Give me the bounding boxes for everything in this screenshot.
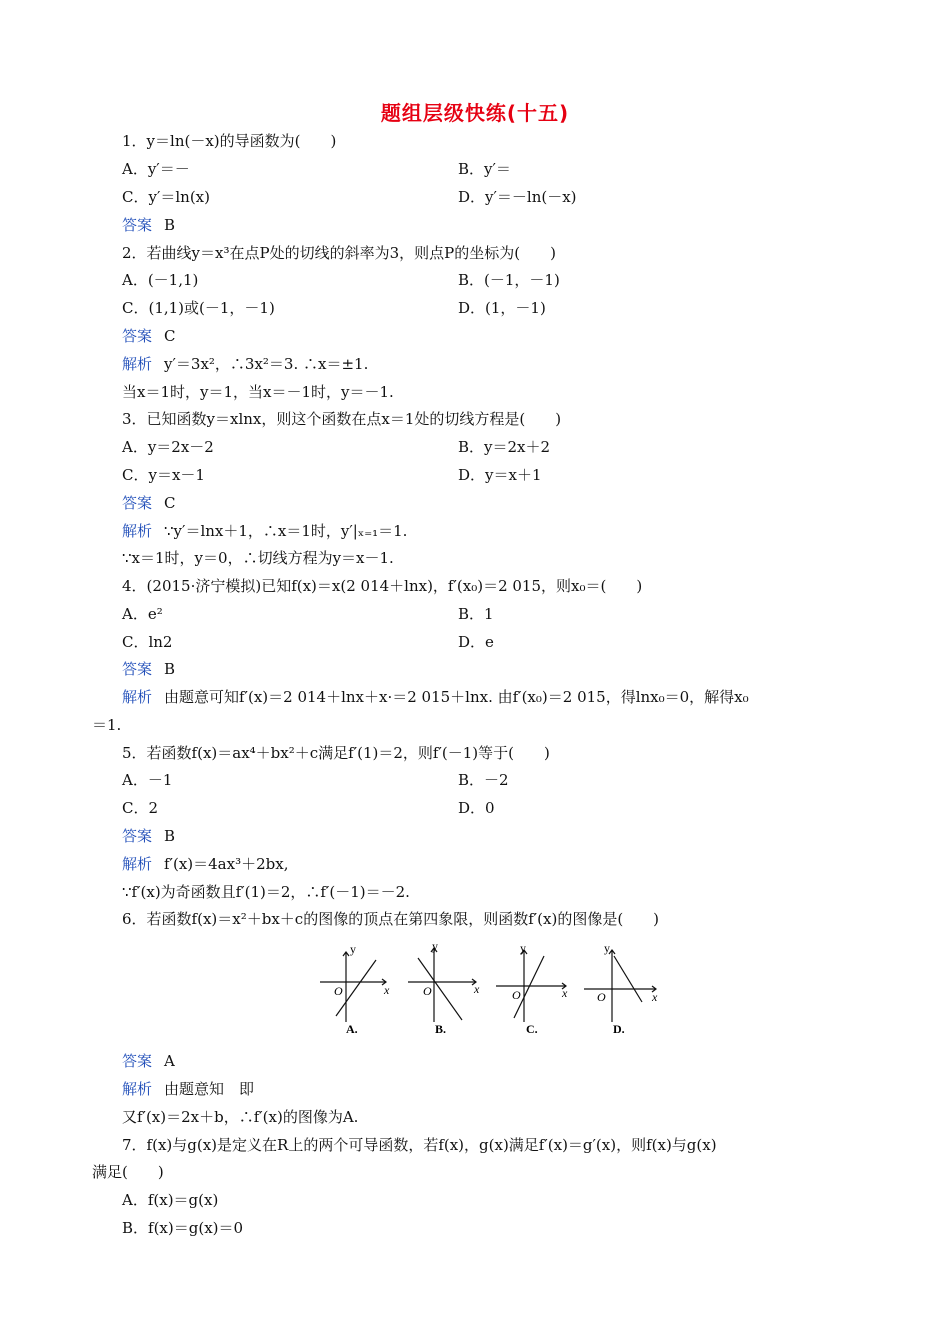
q6-answer <box>122 1051 175 1071</box>
q5-stem: 5．若函数f(x)＝ax⁴＋bx²＋c满足f′(1)＝2，则f′(－1)等于( ) <box>122 744 550 762</box>
analysis-label: 解析 <box>122 522 153 540</box>
q7-option-a: A．f(x)＝g(x) <box>122 1191 219 1209</box>
q1-answer-value: B <box>164 216 176 234</box>
q3-option-b: B．y＝2x＋2 <box>458 438 551 456</box>
q2-option-c: C．(1,1)或(－1，－1) <box>122 299 275 317</box>
graph-d-label: D. <box>613 1022 625 1036</box>
q5-analysis <box>122 854 288 874</box>
x-axis-label: x <box>562 986 568 1000</box>
graph-d-line <box>614 956 642 1002</box>
answer-label: 答案 <box>122 494 153 512</box>
analysis-label: 解析 <box>122 688 153 706</box>
origin-label: O <box>334 984 343 998</box>
x-axis-label: x <box>474 982 480 996</box>
page-title: 题组层级快练(十五) <box>380 101 570 125</box>
origin-label: O <box>512 988 521 1002</box>
q2-stem: 2．若曲线y＝x³在点P处的切线的斜率为3，则点P的坐标为( ) <box>122 244 556 262</box>
q5-option-b: B．－2 <box>458 771 509 789</box>
q3-option-d: D．y＝x＋1 <box>458 466 542 484</box>
q4-option-d: D．e <box>458 633 494 651</box>
analysis-label: 解析 <box>122 1080 153 1098</box>
q5-option-c: C．2 <box>122 799 159 817</box>
x-axis-label: x <box>384 983 390 997</box>
y-axis-label: y <box>350 942 356 956</box>
answer-label: 答案 <box>122 327 153 345</box>
q4-answer-value: B <box>164 660 176 678</box>
q5-option-d: D．0 <box>458 799 495 817</box>
q2-answer-value: C <box>164 327 176 345</box>
y-axis-label: y <box>520 941 526 955</box>
q4-option-c: C．ln2 <box>122 633 173 651</box>
q2-option-b: B．(－1，－1) <box>458 271 560 289</box>
q2-option-d: D．(1，－1) <box>458 299 546 317</box>
q5-option-a: A．－1 <box>122 771 173 789</box>
q5-answer-value: B <box>164 827 176 845</box>
q4-stem: 4．(2015·济宁模拟)已知f(x)＝x(2 014＋lnx)，f′(x₀)＝2 015，则x₀＝( ) <box>122 577 643 595</box>
origin-label: O <box>423 984 432 998</box>
q6-analysis <box>122 1079 254 1099</box>
q5-answer <box>122 826 175 846</box>
q1-option-b: B．y′＝ <box>458 160 511 178</box>
graph-c-label: C. <box>526 1022 538 1036</box>
origin-label: O <box>597 990 606 1004</box>
q5-analysis-text: f′(x)＝4ax³＋2bx, <box>164 855 289 873</box>
q6-analysis-line2: 又f′(x)＝2x＋b，∴f′(x)的图像为A. <box>122 1108 359 1126</box>
q4-option-b: B．1 <box>458 605 494 623</box>
q2-answer <box>122 326 176 346</box>
q2-option-a: A．(－1,1) <box>122 271 199 289</box>
q2-analysis-line2: 当x＝1时，y＝1，当x＝－1时，y＝－1. <box>122 383 394 401</box>
graph-b-label: B. <box>435 1022 447 1036</box>
q6-stem: 6．若函数f(x)＝x²＋bx＋c的图像的顶点在第四象限，则函数f′(x)的图像是( ) <box>122 910 660 928</box>
q7-stem: 7．f(x)与g(x)是定义在R上的两个可导函数，若f(x)，g(x)满足f′(x)＝g′(x)，则f(x)与g(x) <box>122 1136 717 1154</box>
q7-option-b: B．f(x)＝g(x)＝0 <box>122 1219 244 1237</box>
q4-answer <box>122 659 175 679</box>
q3-stem: 3．已知函数y＝xlnx，则这个函数在点x＝1处的切线方程是( ) <box>122 410 562 428</box>
answer-label: 答案 <box>122 827 153 845</box>
q3-option-a: A．y＝2x－2 <box>122 438 214 456</box>
q1-option-c: C．y′＝ln(x) <box>122 188 210 206</box>
q1-option-a: A．y′＝－ <box>122 160 190 178</box>
q3-analysis-text: ∵y′＝lnx＋1，∴x＝1时，y′|ₓ₌₁＝1. <box>164 522 408 540</box>
q3-analysis <box>122 521 407 541</box>
q6-analysis-text: 由题意知 即 <box>164 1080 255 1098</box>
analysis-label: 解析 <box>122 855 153 873</box>
graph-c-line <box>514 956 544 1018</box>
q2-analysis <box>122 354 368 374</box>
q1-stem: 1．y＝ln(－x)的导函数为( ) <box>122 132 337 150</box>
q3-answer <box>122 493 176 513</box>
graph-d <box>584 950 656 1022</box>
graph-c <box>496 950 566 1022</box>
q4-analysis-line2: ＝1. <box>92 716 122 734</box>
q3-analysis-line2: ∵x＝1时，y＝0，∴切线方程为y＝x－1. <box>122 549 394 567</box>
analysis-label: 解析 <box>122 355 153 373</box>
q4-analysis-text: 由题意可知f′(x)＝2 014＋lnx＋x·＝2 015＋lnx. 由f′(x₀)＝2 015，得lnx₀＝0，解得x₀ <box>164 688 749 706</box>
q4-option-a: A．e² <box>122 605 163 623</box>
q1-option-d: D．y′＝－ln(－x) <box>458 188 577 206</box>
q1-answer <box>122 215 175 235</box>
answer-label: 答案 <box>122 660 153 678</box>
q7-stem-line2: 满足( ) <box>92 1163 164 1181</box>
q5-analysis-line2: ∵f′(x)为奇函数且f′(1)＝2，∴f′(－1)＝－2. <box>122 883 410 901</box>
y-axis-label: y <box>604 941 610 955</box>
q6-graph-options <box>314 938 668 1038</box>
q3-option-c: C．y＝x－1 <box>122 466 205 484</box>
q4-analysis <box>122 687 749 707</box>
graph-a <box>320 952 386 1022</box>
x-axis-label: x <box>652 990 658 1004</box>
q3-answer-value: C <box>164 494 176 512</box>
answer-label: 答案 <box>122 1052 153 1070</box>
q6-answer-value: A <box>164 1052 175 1070</box>
graph-b <box>408 948 476 1022</box>
y-axis-label: y <box>432 939 438 953</box>
q2-analysis-text: y′＝3x²，∴3x²＝3. ∴x＝±1. <box>164 355 369 373</box>
graph-a-label: A. <box>346 1022 358 1036</box>
answer-label: 答案 <box>122 216 153 234</box>
